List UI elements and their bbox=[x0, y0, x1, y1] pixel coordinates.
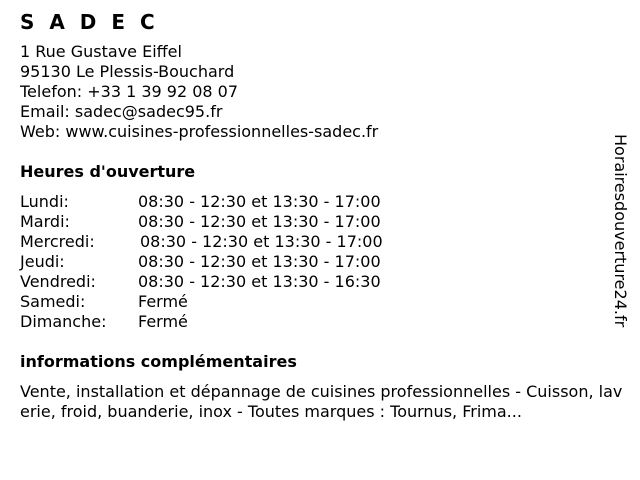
hours-time-value: 08:30 - 12:30 et 13:30 - 17:00 bbox=[138, 192, 381, 211]
watermark-text: Horairesdouverture24.fr bbox=[611, 134, 630, 328]
additional-info-text: Vente, installation et dépannage de cuisines professionnelles - Cuisson, laverie, froid, buanderie, inox - Toutes marques : Tournus, Frima... bbox=[20, 382, 623, 421]
site-watermark bbox=[606, 134, 634, 344]
email-line: Email: sadec@sadec95.fr bbox=[20, 102, 223, 121]
hours-day-label: Mardi: bbox=[20, 212, 70, 231]
web-line: Web: www.cuisines-professionnelles-sadec.fr bbox=[20, 122, 379, 141]
street-address: 1 Rue Gustave Eiffel bbox=[20, 42, 182, 61]
hours-time-value: Fermé bbox=[138, 312, 188, 331]
hours-row-friday bbox=[20, 272, 620, 292]
hours-row-thursday bbox=[20, 252, 620, 272]
company-name: S A D E C bbox=[20, 10, 159, 34]
hours-day-label: Mercredi: bbox=[20, 232, 95, 251]
hours-row-saturday bbox=[20, 292, 620, 312]
hours-row-wednesday bbox=[20, 232, 620, 252]
hours-row-monday bbox=[20, 192, 620, 212]
hours-row-tuesday bbox=[20, 212, 620, 232]
hours-time-value: 08:30 - 12:30 et 13:30 - 17:00 bbox=[138, 252, 381, 271]
hours-time-value: Fermé bbox=[138, 292, 188, 311]
additional-info-heading: informations complémentaires bbox=[20, 352, 297, 371]
phone-line: Telefon: +33 1 39 92 08 07 bbox=[20, 82, 239, 101]
hours-time-value: 08:30 - 12:30 et 13:30 - 17:00 bbox=[140, 232, 383, 251]
hours-day-label: Lundi: bbox=[20, 192, 69, 211]
hours-row-sunday bbox=[20, 312, 620, 332]
city-address: 95130 Le Plessis-Bouchard bbox=[20, 62, 235, 81]
address-block bbox=[20, 42, 620, 142]
opening-hours-table bbox=[20, 192, 620, 332]
hours-day-label: Vendredi: bbox=[20, 272, 96, 291]
hours-time-value: 08:30 - 12:30 et 13:30 - 16:30 bbox=[138, 272, 381, 291]
hours-day-label: Samedi: bbox=[20, 292, 86, 311]
hours-time-value: 08:30 - 12:30 et 13:30 - 17:00 bbox=[138, 212, 381, 231]
opening-hours-heading: Heures d'ouverture bbox=[20, 162, 196, 181]
hours-day-label: Dimanche: bbox=[20, 312, 107, 331]
hours-day-label: Jeudi: bbox=[20, 252, 65, 271]
